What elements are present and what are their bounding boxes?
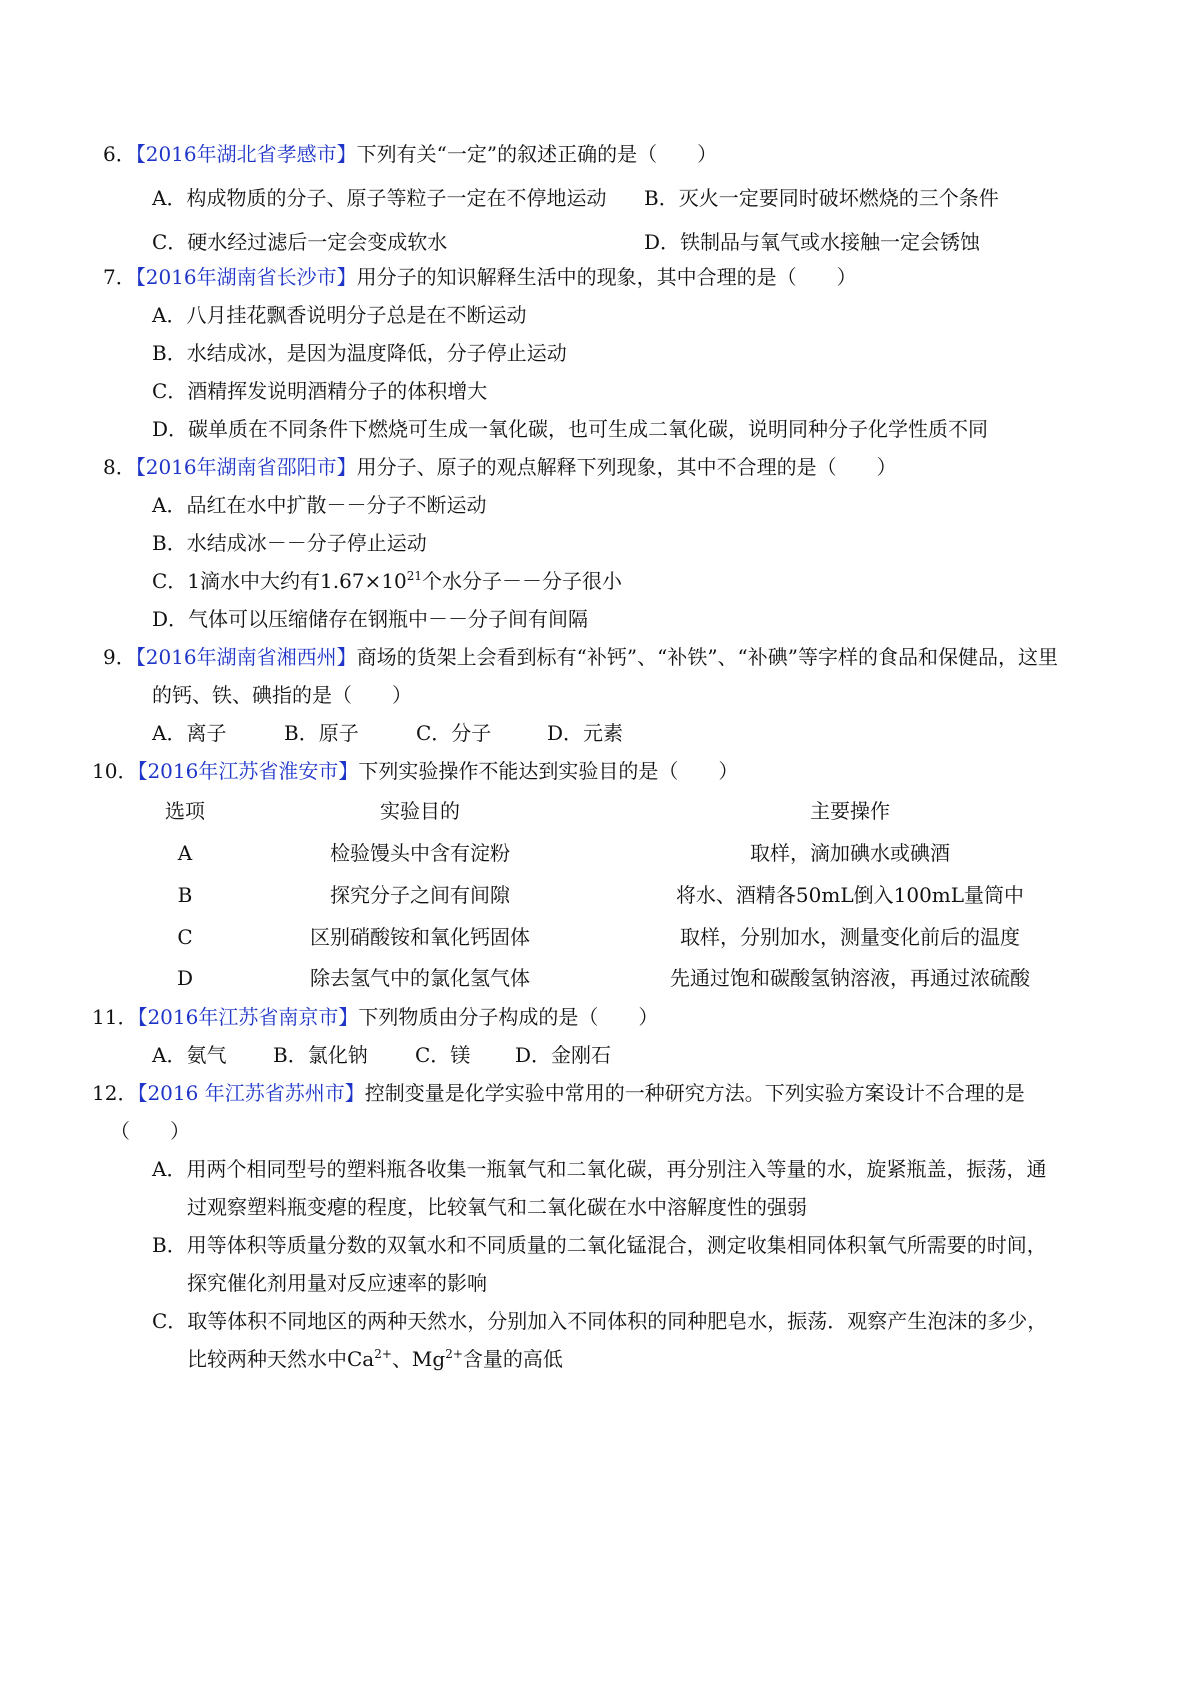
question-source: 2016 年江苏省苏州市 bbox=[147, 1081, 345, 1105]
question-source: 2016年湖南省长沙市 bbox=[145, 265, 337, 289]
bracket-open: 【 bbox=[135, 645, 146, 669]
exponent: 21 bbox=[406, 569, 423, 583]
question-number: 7． bbox=[103, 265, 136, 289]
option-d: D．气体可以压缩储存在钢瓶中－－分子间有间隔 bbox=[152, 607, 589, 631]
option-c bbox=[152, 566, 622, 596]
option-c-cont-text: 比较两种天然水中Ca bbox=[187, 1347, 375, 1371]
option-c: C．镁 bbox=[415, 1043, 471, 1067]
option-b: B．氯化钠 bbox=[273, 1043, 368, 1067]
option-c: C．酒精挥发说明酒精分子的体积增大 bbox=[152, 379, 488, 403]
question-number: 9． bbox=[103, 645, 136, 669]
question-9-stem-cont: 的钙、铁、碘指的是（ ） bbox=[152, 683, 412, 707]
question-text: 下列物质由分子构成的是（ ） bbox=[358, 1005, 659, 1029]
question-source: 2016年湖南省湘西州 bbox=[145, 645, 337, 669]
question-10-stem bbox=[92, 756, 738, 786]
question-text: 控制变量是化学实验中常用的一种研究方法。下列实验方案设计不合理的是 bbox=[364, 1081, 1025, 1105]
bracket-close: 】 bbox=[336, 645, 357, 669]
bracket-close: 】 bbox=[336, 265, 357, 289]
table-cell-purpose: 探究分子之间有间隙 bbox=[330, 883, 510, 907]
table-cell-operation: 取样，分别加水，测量变化前后的温度 bbox=[680, 925, 1020, 949]
table-cell-option: B bbox=[177, 883, 193, 907]
table-cell-purpose: 除去氢气中的氯化氢气体 bbox=[310, 966, 530, 990]
bracket-open: 【 bbox=[137, 1081, 148, 1105]
table-cell-option: D bbox=[176, 966, 194, 990]
option-c: C．取等体积不同地区的两种天然水，分别加入不同体积的同种肥皂水，振荡．观察产生泡沫的多少， bbox=[152, 1309, 1048, 1333]
option-b: B．水结成冰，是因为温度降低，分子停止运动 bbox=[152, 341, 567, 365]
option-a: A．构成物质的分子、原子等粒子一定在不停地运动 bbox=[152, 186, 607, 210]
option-c-cont-mid: 、Mg bbox=[391, 1347, 446, 1371]
table-cell-operation: 取样，滴加碘水或碘酒 bbox=[750, 841, 950, 865]
option-b: B．用等体积等质量分数的双氧水和不同质量的二氧化锰混合，测定收集相同体积氧气所需要的时间， bbox=[152, 1233, 1047, 1257]
option-d: D．元素 bbox=[547, 721, 624, 745]
bracket-close: 】 bbox=[336, 455, 357, 479]
table-cell-operation: 将水、酒精各50mL倒入100mL量筒中 bbox=[675, 883, 1025, 907]
bracket-open: 【 bbox=[135, 455, 146, 479]
question-text: 商场的货架上会看到标有“补钙”、“补铁”、“补碘”等字样的食品和保健品，这里 bbox=[356, 645, 1058, 669]
question-6-stem bbox=[103, 139, 717, 169]
question-source: 2016年江苏省南京市 bbox=[147, 1005, 339, 1029]
table-cell-option: C bbox=[177, 925, 193, 949]
question-source: 2016年江苏省淮安市 bbox=[147, 759, 339, 783]
ion-charge: 2+ bbox=[445, 1347, 463, 1361]
option-d: D．铁制品与氧气或水接触一定会锈蚀 bbox=[644, 230, 981, 254]
question-number: 6． bbox=[103, 142, 136, 166]
question-source: 2016年湖南省邵阳市 bbox=[145, 455, 337, 479]
table-cell-operation: 先通过饱和碳酸氢钠溶液，再通过浓硫酸 bbox=[670, 966, 1030, 990]
question-12-stem bbox=[92, 1078, 1025, 1108]
option-c-cont-tail: 含量的高低 bbox=[462, 1347, 563, 1371]
bracket-open: 【 bbox=[137, 759, 148, 783]
option-a: A．八月挂花飘香说明分子总是在不断运动 bbox=[152, 303, 527, 327]
question-11-stem bbox=[92, 1002, 658, 1032]
table-header-purpose: 实验目的 bbox=[380, 799, 460, 823]
question-7-stem bbox=[103, 262, 857, 292]
bracket-close: 】 bbox=[338, 759, 359, 783]
option-c: C．分子 bbox=[416, 721, 492, 745]
ion-charge: 2+ bbox=[374, 1347, 392, 1361]
table-header-operation: 主要操作 bbox=[810, 799, 890, 823]
option-c-text: C．1滴水中大约有1.67×10 bbox=[152, 569, 407, 593]
option-b: B．水结成冰－－分子停止运动 bbox=[152, 531, 427, 555]
question-number: 11． bbox=[92, 1005, 138, 1029]
bracket-open: 【 bbox=[135, 142, 146, 166]
question-text: 下列实验操作不能达到实验目的是（ ） bbox=[358, 759, 739, 783]
bracket-close: 】 bbox=[336, 142, 357, 166]
table-header-option: 选项 bbox=[165, 799, 205, 823]
option-a: A．用两个相同型号的塑料瓶各收集一瓶氧气和二氧化碳，再分别注入等量的水，旋紧瓶盖，振荡，通 bbox=[152, 1157, 1047, 1181]
option-d: D．金刚石 bbox=[515, 1043, 612, 1067]
question-text: 用分子、原子的观点解释下列现象，其中不合理的是（ ） bbox=[356, 455, 897, 479]
table-cell-purpose: 检验馒头中含有淀粉 bbox=[330, 841, 510, 865]
question-12-stem-cont: （ ） bbox=[110, 1119, 190, 1143]
option-c-cont bbox=[187, 1344, 563, 1374]
option-a-cont: 过观察塑料瓶变瘪的程度，比较氧气和二氧化碳在水中溶解度性的强弱 bbox=[187, 1195, 807, 1219]
bracket-close: 】 bbox=[338, 1005, 359, 1029]
table-cell-purpose: 区别硝酸铵和氧化钙固体 bbox=[310, 925, 530, 949]
option-c-text-tail: 个水分子－－分子很小 bbox=[422, 569, 623, 593]
question-number: 8． bbox=[103, 455, 136, 479]
option-d: D．碳单质在不同条件下燃烧可生成一氧化碳，也可生成二氧化碳，说明同种分子化学性质不同 bbox=[152, 417, 989, 441]
question-text: 用分子的知识解释生活中的现象，其中合理的是（ ） bbox=[356, 265, 857, 289]
option-b: B．原子 bbox=[284, 721, 359, 745]
bracket-open: 【 bbox=[135, 265, 146, 289]
option-b-cont: 探究催化剂用量对反应速率的影响 bbox=[187, 1271, 487, 1295]
question-8-stem bbox=[103, 452, 897, 482]
bracket-close: 】 bbox=[344, 1081, 365, 1105]
option-a: A．离子 bbox=[152, 721, 227, 745]
option-b: B．灭火一定要同时破坏燃烧的三个条件 bbox=[644, 186, 999, 210]
option-a: A．品红在水中扩散－－分子不断运动 bbox=[152, 493, 487, 517]
question-number: 12． bbox=[92, 1081, 138, 1105]
question-text: 下列有关“一定”的叙述正确的是（ ） bbox=[356, 142, 718, 166]
table-cell-option: A bbox=[177, 841, 193, 865]
question-source: 2016年湖北省孝感市 bbox=[145, 142, 337, 166]
option-c: C．硬水经过滤后一定会变成软水 bbox=[152, 230, 448, 254]
bracket-open: 【 bbox=[137, 1005, 148, 1029]
option-a: A．氨气 bbox=[152, 1043, 227, 1067]
question-9-stem bbox=[103, 642, 1058, 672]
question-number: 10． bbox=[92, 759, 138, 783]
